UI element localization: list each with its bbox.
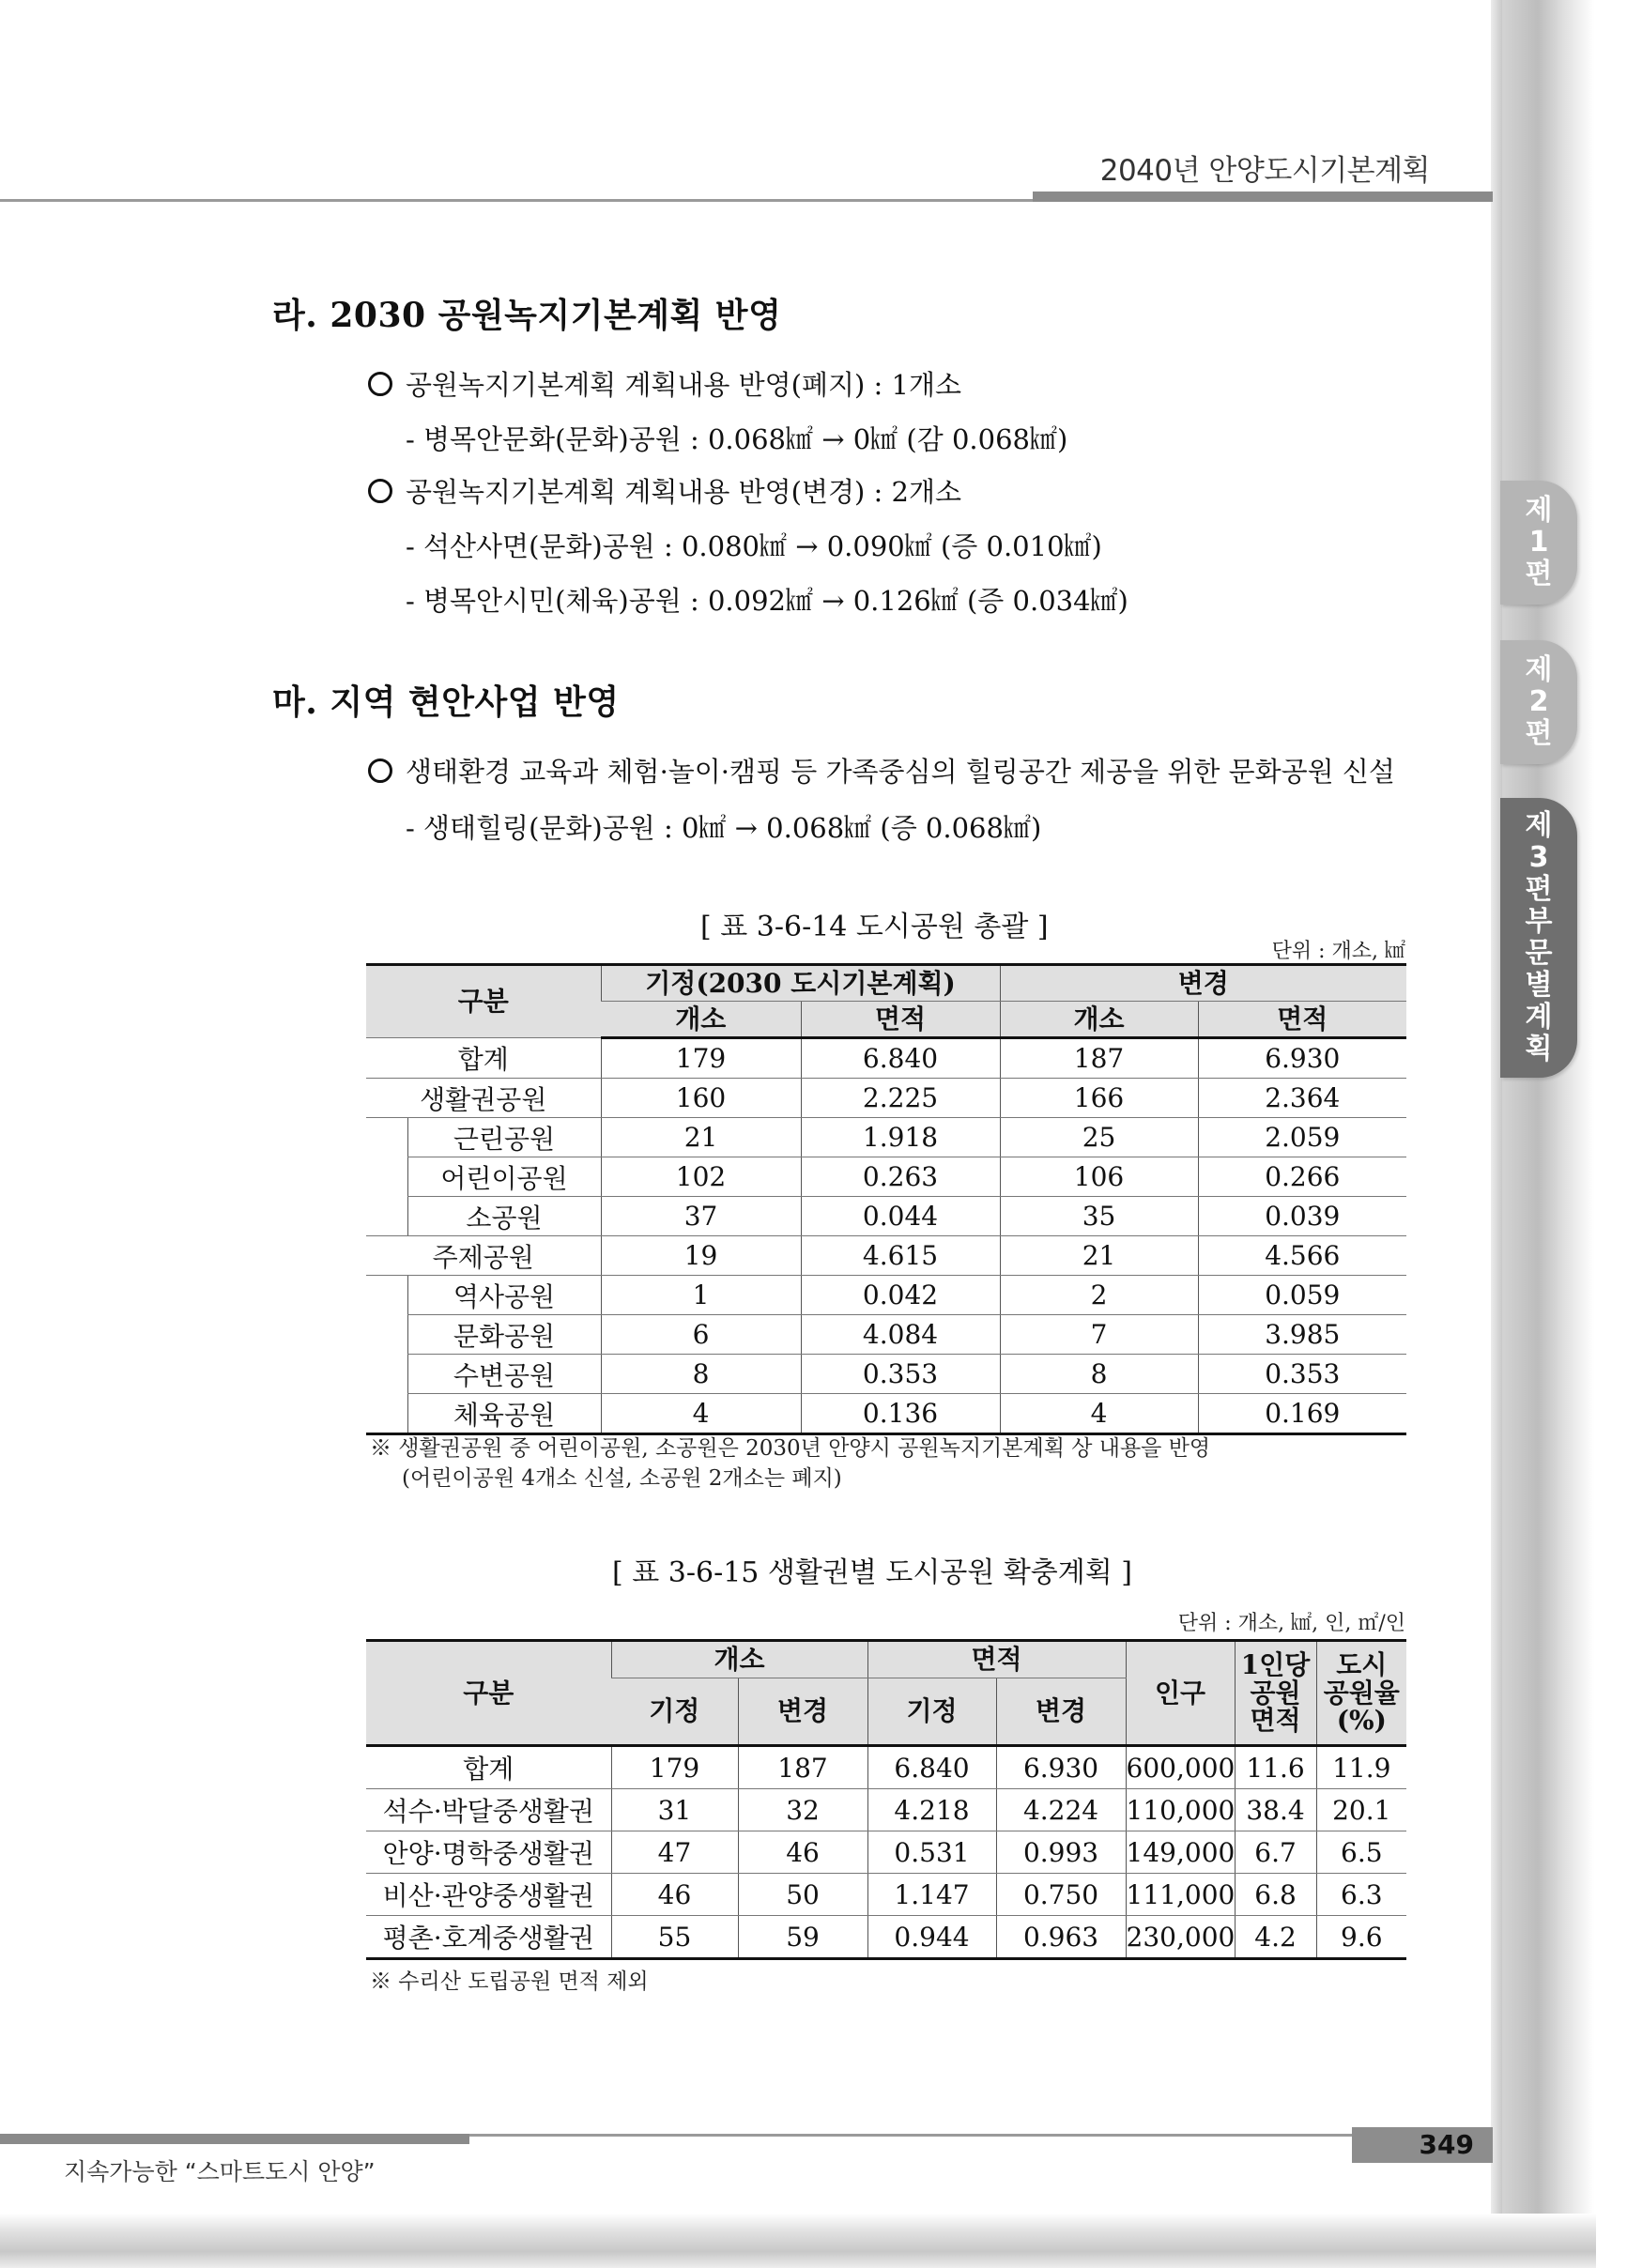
cell-park-ratio: 20.1	[1316, 1789, 1406, 1831]
header-area: 면적	[867, 1641, 1126, 1678]
page-shadow-right	[1500, 0, 1594, 2268]
cell-count-after: 8	[1000, 1355, 1198, 1394]
table2-title: [ 표 3-6-15 생활권별 도시공원 확충계획 ]	[612, 1556, 1132, 1589]
header-category: 구분	[366, 965, 601, 1038]
cell-count-after: 35	[1000, 1197, 1198, 1236]
cell-area-before: 1.147	[867, 1874, 996, 1916]
header-park-ratio	[1316, 1641, 1406, 1746]
table-row	[366, 1038, 1406, 1079]
header-after: 변경	[1000, 965, 1406, 1002]
tab-char: 별	[1525, 969, 1553, 1002]
table-row	[366, 1118, 1406, 1157]
cell-count-before: 19	[601, 1236, 801, 1276]
cell-count-after: 59	[738, 1916, 867, 1959]
table-row	[366, 1236, 1406, 1276]
header-line: (%)	[1336, 1705, 1387, 1737]
cell-per-capita: 38.4	[1235, 1789, 1316, 1831]
cell-park-ratio: 6.3	[1316, 1874, 1406, 1916]
table-row	[366, 1789, 1406, 1831]
cell-area-before: 0.353	[801, 1355, 1000, 1394]
bullet-line	[368, 364, 961, 403]
cell-area-after: 6.930	[996, 1746, 1126, 1789]
cell-area-after: 3.985	[1198, 1315, 1406, 1355]
cell-count-before: 1	[601, 1276, 801, 1315]
row-indent	[366, 1118, 407, 1236]
bullet-line	[368, 471, 961, 510]
bullet-text: 생태환경 교육과 체험·놀이·캠핑 등 가족중심의 힐링공간 제공을 위한 문화공원 신설	[406, 756, 1395, 788]
row-label: 체육공원	[407, 1394, 601, 1434]
cell-area-after: 0.266	[1198, 1157, 1406, 1197]
sub-line: - 병목안시민(체육)공원 : 0.092㎢ → 0.126㎢ (증 0.034㎢)	[406, 585, 1128, 617]
sub-line: - 생태힐링(문화)공원 : 0㎢ → 0.068㎢ (증 0.068㎢)	[406, 812, 1042, 844]
cell-population: 230,000	[1126, 1916, 1235, 1959]
bullet-text: 공원녹지기본계획 계획내용 반영(변경) : 2개소	[406, 476, 961, 508]
header-area: 면적	[801, 1002, 1000, 1038]
table1-title: [ 표 3-6-14 도시공원 총괄 ]	[700, 911, 1049, 943]
cell-area-after: 0.039	[1198, 1197, 1406, 1236]
cell-population: 149,000	[1126, 1831, 1235, 1874]
header-before: 기정	[867, 1678, 996, 1746]
table1-note: ※ 생활권공원 중 어린이공원, 소공원은 2030년 안양시 공원녹지기본계획 상 내용을 반영	[370, 1436, 1211, 1461]
header-per-capita	[1235, 1641, 1316, 1746]
circle-bullet-icon	[368, 372, 392, 396]
cell-count-before: 179	[601, 1038, 801, 1079]
page-number: 349	[1419, 2129, 1474, 2160]
tab-char: 부	[1525, 905, 1553, 938]
header-area: 면적	[1198, 1002, 1406, 1038]
tab-char: 계	[1525, 1001, 1553, 1034]
header-line: 1인당	[1240, 1649, 1311, 1681]
cell-population: 111,000	[1126, 1874, 1235, 1916]
table-row	[366, 1276, 1406, 1315]
table-row	[366, 1746, 1406, 1789]
sub-line: - 석산사면(문화)공원 : 0.080㎢ → 0.090㎢ (증 0.010㎢)	[406, 530, 1102, 562]
cell-count-before: 4	[601, 1394, 801, 1434]
row-label: 석수·박달중생활권	[366, 1789, 611, 1831]
side-tab-part-1[interactable]	[1500, 481, 1577, 605]
cell-area-before: 0.944	[867, 1916, 996, 1959]
cell-count-before: 179	[611, 1746, 738, 1789]
table2-note: ※ 수리산 도립공원 면적 제외	[370, 1969, 649, 1994]
cell-count-before: 46	[611, 1874, 738, 1916]
bullet-line	[368, 751, 1395, 789]
cell-park-ratio: 11.9	[1316, 1746, 1406, 1789]
tab-char: 편	[1525, 873, 1553, 906]
table-row	[366, 1079, 1406, 1118]
cell-area-before: 4.218	[867, 1789, 996, 1831]
cell-area-before: 4.615	[801, 1236, 1000, 1276]
row-label: 비산·관양중생활권	[366, 1874, 611, 1916]
table-row	[366, 1355, 1406, 1394]
cell-area-before: 0.263	[801, 1157, 1000, 1197]
tab-char: 획	[1525, 1033, 1553, 1065]
tab-char: 제	[1525, 809, 1553, 842]
table-row	[366, 1394, 1406, 1434]
table-row	[366, 1916, 1406, 1959]
cell-count-before: 37	[601, 1197, 801, 1236]
row-label: 문화공원	[407, 1315, 601, 1355]
table2-unit: 단위 : 개소, ㎢, 인, ㎡/인	[1177, 1612, 1405, 1635]
cell-count-after: 187	[738, 1746, 867, 1789]
side-tab-part-2[interactable]	[1500, 640, 1577, 764]
cell-area-after: 0.059	[1198, 1276, 1406, 1315]
table-row	[366, 1157, 1406, 1197]
cell-per-capita: 6.8	[1235, 1874, 1316, 1916]
row-label: 근린공원	[407, 1118, 601, 1157]
row-label: 합계	[366, 1746, 611, 1789]
tab-char: 2	[1528, 685, 1549, 718]
cell-area-after: 6.930	[1198, 1038, 1406, 1079]
header-count: 개소	[611, 1641, 867, 1678]
header-line: 도시	[1336, 1649, 1388, 1681]
footer-slogan: 지속가능한 “스마트도시 안양”	[64, 2158, 376, 2185]
row-label: 어린이공원	[407, 1157, 601, 1197]
cell-park-ratio: 6.5	[1316, 1831, 1406, 1874]
cell-count-after: 50	[738, 1874, 867, 1916]
header-count: 개소	[601, 1002, 801, 1038]
page-edge	[1491, 0, 1502, 2268]
table-row	[366, 1197, 1406, 1236]
footer-rule-accent	[0, 2134, 469, 2144]
cell-area-before: 6.840	[801, 1038, 1000, 1079]
cell-area-after: 0.353	[1198, 1355, 1406, 1394]
header-line: 공원	[1250, 1677, 1301, 1709]
cell-count-after: 7	[1000, 1315, 1198, 1355]
cell-area-before: 4.084	[801, 1315, 1000, 1355]
row-label: 생활권공원	[366, 1079, 601, 1118]
cell-area-after: 0.750	[996, 1874, 1126, 1916]
header-after: 변경	[996, 1678, 1126, 1746]
tab-char: 1	[1528, 526, 1549, 559]
side-tab-part-3[interactable]	[1500, 798, 1577, 1078]
cell-area-after: 2.059	[1198, 1118, 1406, 1157]
row-label: 주제공원	[366, 1236, 601, 1276]
cell-park-ratio: 9.6	[1316, 1916, 1406, 1959]
header-line: 공원율	[1323, 1677, 1400, 1709]
row-label: 안양·명학중생활권	[366, 1831, 611, 1874]
tab-char: 편	[1525, 717, 1553, 750]
cell-count-before: 21	[601, 1118, 801, 1157]
row-label: 소공원	[407, 1197, 601, 1236]
circle-bullet-icon	[368, 759, 392, 783]
tab-char: 제	[1525, 494, 1553, 527]
cell-area-after: 2.364	[1198, 1079, 1406, 1118]
cell-area-after: 0.169	[1198, 1394, 1406, 1434]
cell-area-after: 0.963	[996, 1916, 1126, 1959]
header-before: 기정	[611, 1678, 738, 1746]
cell-count-before: 160	[601, 1079, 801, 1118]
cell-area-before: 0.531	[867, 1831, 996, 1874]
section-heading-ra: 라. 2030 공원녹지기본계획 반영	[272, 296, 782, 335]
cell-count-before: 55	[611, 1916, 738, 1959]
tab-char: 제	[1525, 653, 1553, 686]
cell-area-before: 1.918	[801, 1118, 1000, 1157]
table-row	[366, 1315, 1406, 1355]
bullet-text: 공원녹지기본계획 계획내용 반영(폐지) : 1개소	[406, 369, 961, 401]
sub-line: - 병목안문화(문화)공원 : 0.068㎢ → 0㎢ (감 0.068㎢)	[406, 423, 1068, 455]
header-rule-accent	[1033, 192, 1493, 202]
cell-count-after: 4	[1000, 1394, 1198, 1434]
table-row	[366, 1874, 1406, 1916]
cell-count-after: 106	[1000, 1157, 1198, 1197]
cell-area-before: 2.225	[801, 1079, 1000, 1118]
header-count: 개소	[1000, 1002, 1198, 1038]
cell-area-after: 4.566	[1198, 1236, 1406, 1276]
table1-unit: 단위 : 개소, ㎢	[1271, 940, 1405, 963]
table-park-summary	[366, 963, 1406, 1435]
row-label: 역사공원	[407, 1276, 601, 1315]
table1-note-cont: (어린이공원 4개소 신설, 소공원 2개소는 폐지)	[402, 1466, 842, 1491]
header-line: 면적	[1250, 1705, 1301, 1737]
row-indent	[366, 1276, 407, 1434]
cell-area-after: 4.224	[996, 1789, 1126, 1831]
row-label: 합계	[366, 1038, 601, 1079]
tab-char: 문	[1525, 937, 1553, 970]
header-population: 인구	[1126, 1641, 1235, 1746]
cell-per-capita: 4.2	[1235, 1916, 1316, 1959]
tab-char: 3	[1528, 841, 1549, 874]
cell-count-before: 8	[601, 1355, 801, 1394]
cell-area-before: 6.840	[867, 1746, 996, 1789]
cell-count-after: 25	[1000, 1118, 1198, 1157]
cell-count-before: 47	[611, 1831, 738, 1874]
tab-char: 편	[1525, 558, 1553, 590]
section-heading-ma: 마. 지역 현안사업 반영	[272, 682, 620, 722]
cell-per-capita: 11.6	[1235, 1746, 1316, 1789]
cell-count-after: 187	[1000, 1038, 1198, 1079]
cell-count-after: 46	[738, 1831, 867, 1874]
header-after: 변경	[738, 1678, 867, 1746]
cell-area-before: 0.044	[801, 1197, 1000, 1236]
running-header-title: 2040년 안양도시기본계획	[1099, 154, 1430, 188]
cell-area-after: 0.993	[996, 1831, 1126, 1874]
cell-count-after: 166	[1000, 1079, 1198, 1118]
cell-per-capita: 6.7	[1235, 1831, 1316, 1874]
row-label: 평촌·호계중생활권	[366, 1916, 611, 1959]
row-label: 수변공원	[407, 1355, 601, 1394]
table-park-expansion	[366, 1639, 1406, 1960]
cell-count-before: 31	[611, 1789, 738, 1831]
table-row	[366, 1831, 1406, 1874]
page-shadow-bottom	[0, 2214, 1596, 2268]
cell-count-before: 6	[601, 1315, 801, 1355]
cell-count-after: 21	[1000, 1236, 1198, 1276]
cell-area-before: 0.136	[801, 1394, 1000, 1434]
cell-count-after: 32	[738, 1789, 867, 1831]
cell-count-after: 2	[1000, 1276, 1198, 1315]
header-category: 구분	[366, 1641, 611, 1746]
cell-area-before: 0.042	[801, 1276, 1000, 1315]
cell-count-before: 102	[601, 1157, 801, 1197]
cell-population: 600,000	[1126, 1746, 1235, 1789]
header-before: 기정(2030 도시기본계획)	[601, 965, 1000, 1002]
circle-bullet-icon	[368, 479, 392, 503]
cell-population: 110,000	[1126, 1789, 1235, 1831]
